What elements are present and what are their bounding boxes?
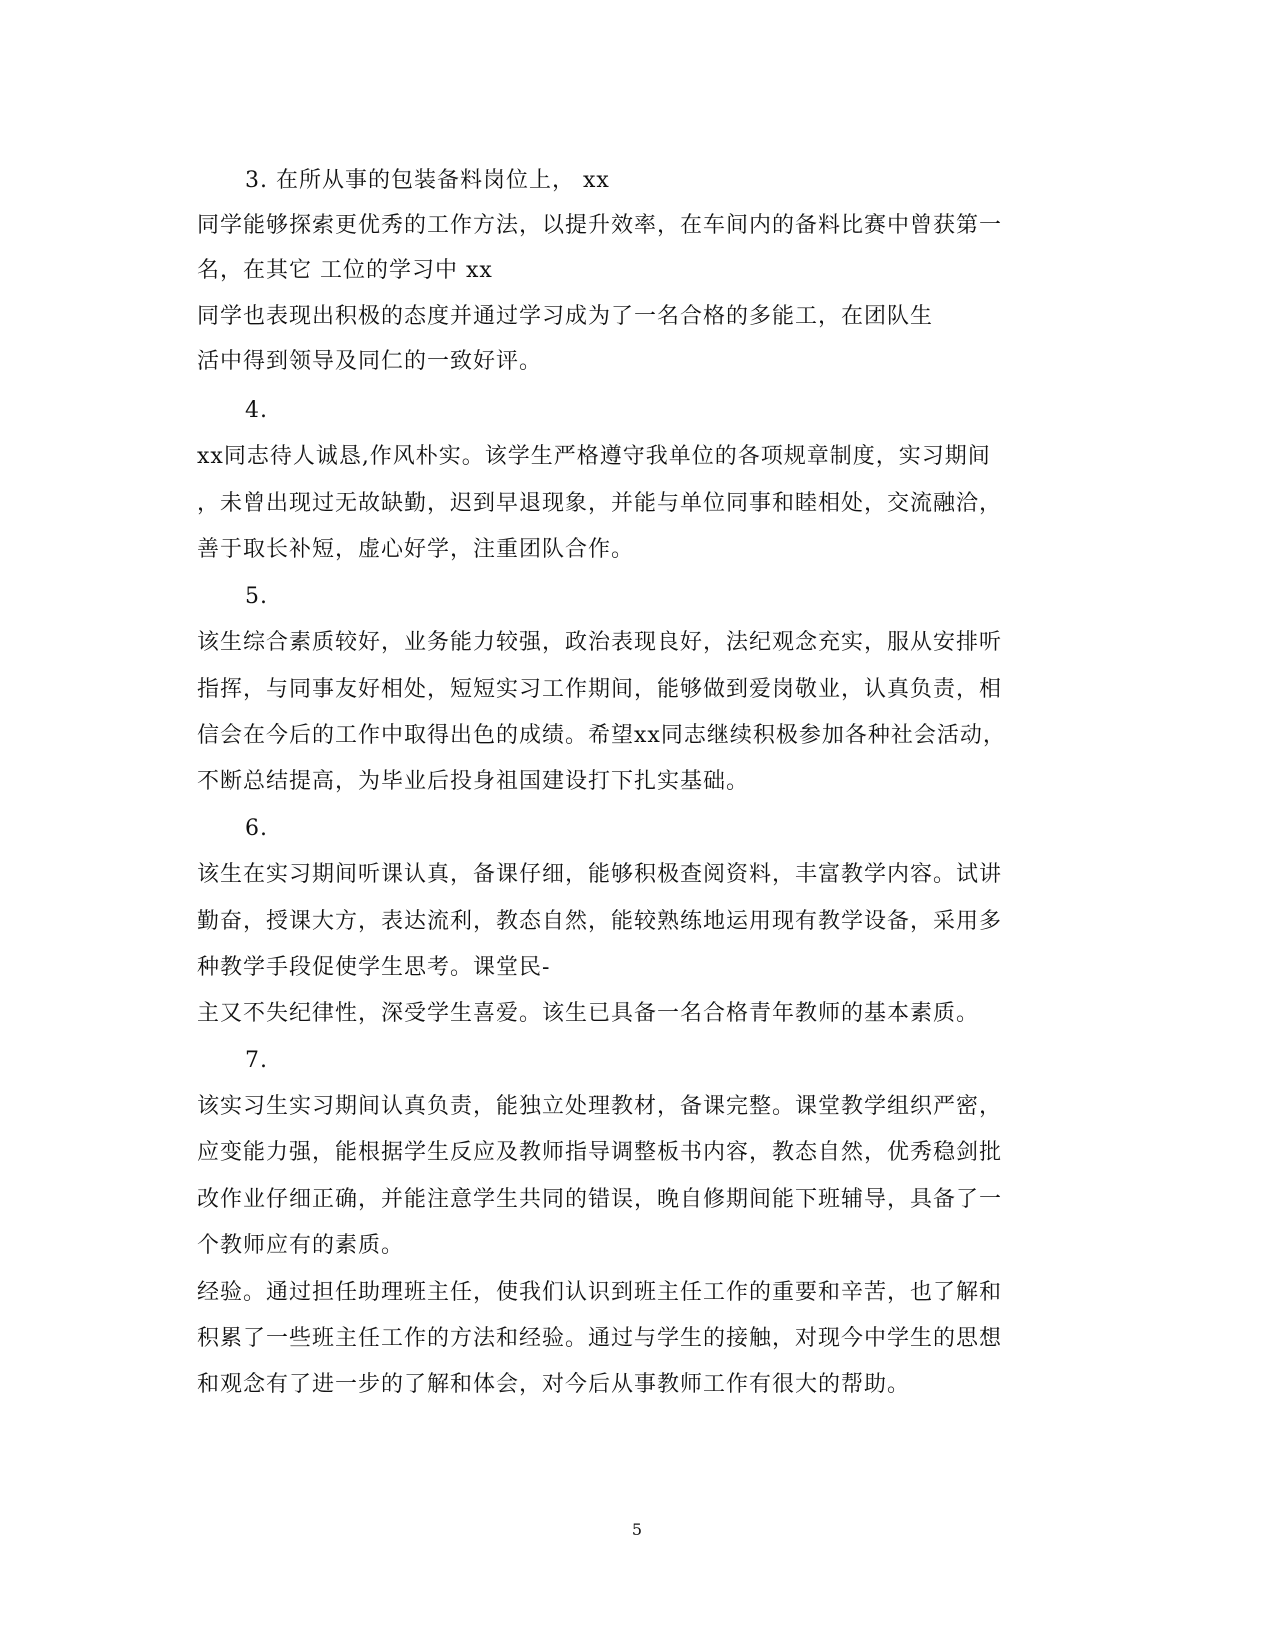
- text-line: xx同志待人诚恳,作风朴实。该学生严格遵守我单位的各项规章制度，实习期间: [197, 444, 991, 469]
- text-line: 种教学手段促使学生思考。课堂民-: [197, 955, 551, 980]
- text-line: 信会在今后的工作中取得出色的成绩。希望xx同志继续积极参加各种社会活动，: [197, 723, 1006, 748]
- text-line: 同学也表现出积极的态度并通过学习成为了一名合格的多能工，在团队生: [197, 304, 934, 329]
- text-line: 积累了一些班主任工作的方法和经验。通过与学生的接触，对现今中学生的思想: [197, 1326, 1003, 1351]
- paragraph-4-number: 4.: [245, 398, 268, 423]
- text-line: 同学能够探索更优秀的工作方法，以提升效率，在车间内的备料比赛中曾获第一: [197, 213, 1003, 238]
- text-line: 指挥，与同事友好相处，短短实习工作期间，能够做到爱岗敬业，认真负责，相: [197, 677, 1003, 702]
- text-line: 和观念有了进一步的了解和体会，对今后从事教师工作有很大的帮助。: [197, 1372, 911, 1397]
- text-line: 主又不失纪律性，深受学生喜爱。该生已具备一名合格青年教师的基本素质。: [197, 1001, 980, 1026]
- text-line: ，未曾出现过无故缺勤，迟到早退现象，并能与单位同事和睦相处，交流融洽，: [197, 491, 1003, 516]
- paragraph-5-number: 5.: [245, 584, 268, 609]
- paragraph-6-number: 6.: [245, 816, 268, 841]
- text-line: 应变能力强，能根据学生反应及教师指导调整板书内容，教态自然，优秀稳剑批: [197, 1140, 1003, 1165]
- text-line: 个教师应有的素质。: [197, 1233, 405, 1258]
- paragraph-7-number: 7.: [245, 1048, 268, 1073]
- text-line: 改作业仔细正确，并能注意学生共同的错误，晚自修期间能下班辅导，具备了一: [197, 1187, 1003, 1212]
- text-line: 勤奋，授课大方，表达流利，教态自然，能较熟练地运用现有教学设备，采用多: [197, 909, 1003, 934]
- paragraph-3-heading: 3. 在所从事的包装备料岗位上， xx: [245, 168, 610, 193]
- page-number: 5: [631, 1520, 643, 1539]
- text-line: 该实习生实习期间认真负责，能独立处理教材，备课完整。课堂教学组织严密，: [197, 1094, 1003, 1119]
- text-line: 不断总结提高，为毕业后投身祖国建设打下扎实基础。: [197, 769, 750, 794]
- text-line: 经验。通过担任助理班主任，使我们认识到班主任工作的重要和辛苦，也了解和: [197, 1280, 1003, 1305]
- text-line: 善于取长补短，虚心好学，注重团队合作。: [197, 537, 635, 562]
- text-line: 该生综合素质较好，业务能力较强，政治表现良好，法纪观念充实，服从安排听: [197, 630, 1003, 655]
- text-line: 名，在其它 工位的学习中 xx: [197, 258, 493, 283]
- text-line: 活中得到领导及同仁的一致好评。: [197, 349, 543, 374]
- text-line: 该生在实习期间听课认真，备课仔细，能够积极查阅资料，丰富教学内容。试讲: [197, 862, 1003, 887]
